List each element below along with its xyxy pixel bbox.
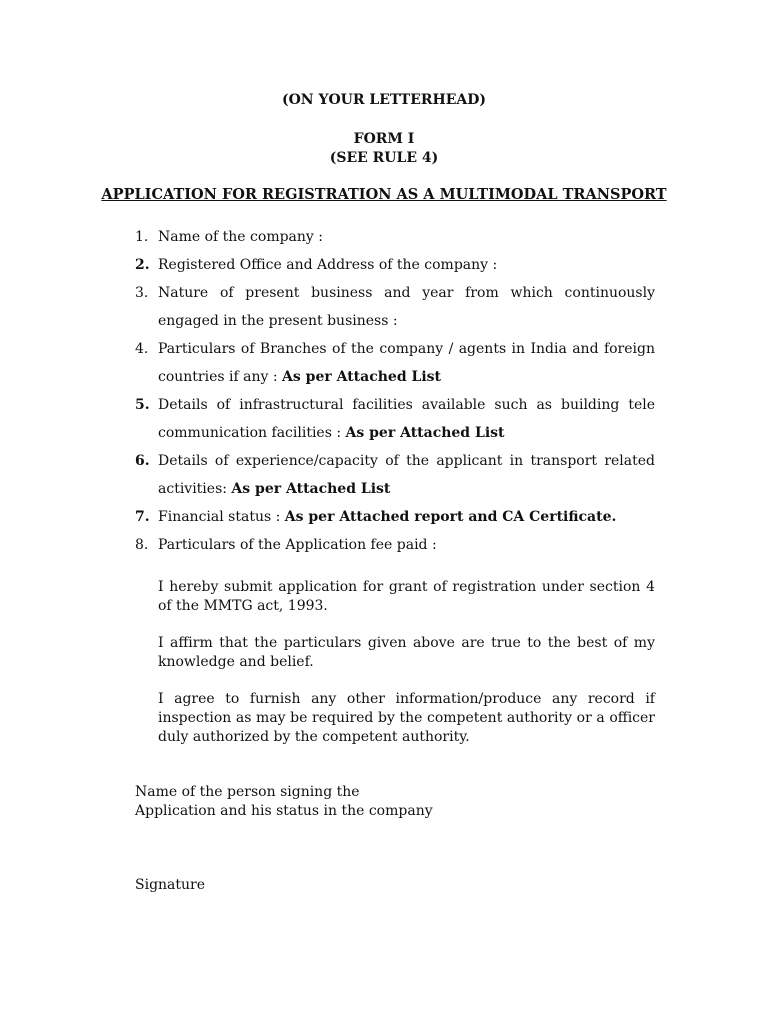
letterhead-note: (ON YOUR LETTERHEAD) — [281, 92, 487, 108]
item-number: 4. — [135, 341, 149, 357]
item-number: 5. — [135, 397, 150, 413]
item-text: Financial status : — [158, 509, 285, 525]
list-item — [135, 335, 655, 391]
item-text: Particulars of the Application fee paid : — [158, 537, 437, 553]
signer-block — [135, 783, 433, 821]
item-number: 7. — [135, 509, 150, 525]
item-text: Particulars of Branches of the company / agents in India and foreign countries if any : — [158, 341, 655, 385]
particulars-list — [135, 223, 655, 559]
form-title: APPLICATION FOR REGISTRATION AS A MULTIMODAL TRANSPORT — [101, 186, 667, 203]
item-text: Details of infrastructural facilities available such as building tele communication facilities : — [158, 397, 655, 441]
item-number: 3. — [135, 285, 149, 301]
item-number: 1. — [135, 229, 149, 245]
list-item — [135, 503, 655, 531]
item-answer: As per Attached List — [282, 369, 442, 385]
item-number: 6. — [135, 453, 150, 469]
list-item — [135, 391, 655, 447]
list-item — [135, 223, 655, 251]
signature-label: Signature — [135, 877, 206, 893]
item-answer: As per Attached List — [345, 425, 505, 441]
item-answer: As per Attached List — [231, 481, 391, 497]
declaration-affirm: I affirm that the particulars given above are true to the best of my knowledge and belief. — [158, 635, 655, 670]
form-number: FORM I — [353, 131, 415, 147]
declaration-submit: I hereby submit application for grant of registration under section 4 of the MMTG act, 1993. — [158, 579, 655, 614]
item-text: Nature of present business and year from which continuously engaged in the present business : — [158, 285, 655, 329]
item-number: 8. — [135, 537, 149, 553]
list-item — [135, 279, 655, 335]
signer-line-2: Application and his status in the company — [135, 803, 433, 819]
item-number: 2. — [135, 257, 150, 273]
list-item — [135, 447, 655, 503]
list-item — [135, 531, 655, 559]
item-text: Registered Office and Address of the company : — [158, 257, 498, 273]
item-answer: As per Attached report and CA Certificate. — [284, 509, 617, 525]
declaration-agree: I agree to furnish any other information/produce any record if inspection as may be required by the competent authority or a officer duly authorized by the competent authority. — [158, 691, 655, 745]
signer-line-1: Name of the person signing the — [135, 784, 360, 800]
item-text: Details of experience/capacity of the applicant in transport related activities: — [158, 453, 655, 497]
rule-reference: (SEE RULE 4) — [329, 150, 439, 166]
item-text: Name of the company : — [158, 229, 323, 245]
list-item — [135, 251, 655, 279]
